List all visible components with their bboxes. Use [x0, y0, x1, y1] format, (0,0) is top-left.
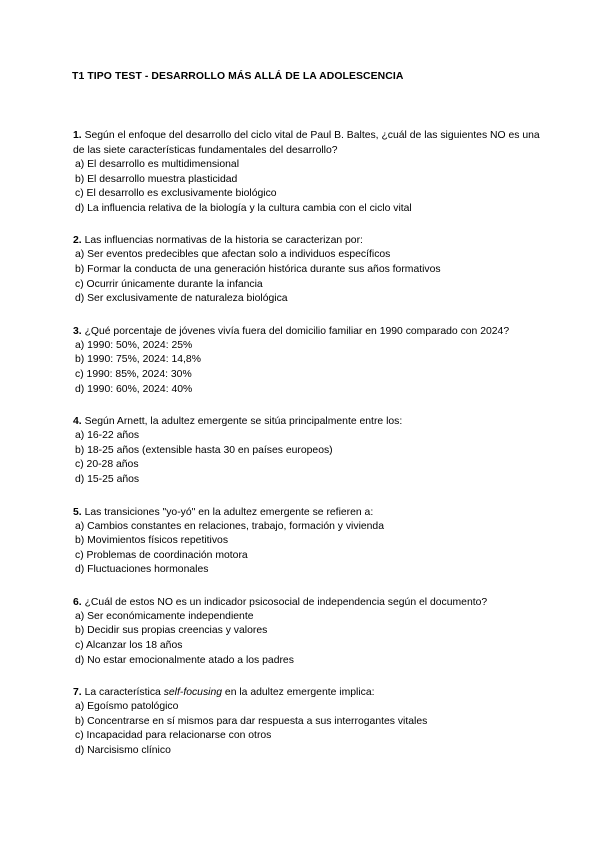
question-stem: Las influencias normativas de la historia se caracterizan por:	[84, 235, 363, 247]
question-text	[73, 595, 543, 610]
answer-option: b) Decidir sus propias creencias y valores	[75, 625, 268, 637]
question-7	[73, 685, 543, 758]
answer-option: d) 1990: 60%, 2024: 40%	[75, 383, 193, 395]
question-1	[73, 128, 543, 216]
answer-option: a) Ser eventos predecibles que afectan solo a individuos específicos	[75, 249, 391, 261]
question-number: 1.	[73, 130, 82, 141]
answer-option: d) Ser exclusivamente de naturaleza biológica	[75, 293, 288, 305]
question-text	[73, 685, 543, 700]
question-number: 5.	[73, 506, 82, 518]
answer-option: a) Cambios constantes en relaciones, trabajo, formación y vivienda	[75, 520, 384, 532]
question-text	[73, 233, 543, 248]
question-list	[73, 128, 543, 776]
question-stem: ¿Qué porcentaje de jóvenes vivía fuera del domicilio familiar en 1990 comparado con 2024?	[84, 325, 510, 337]
question-4	[73, 414, 543, 487]
answer-option: a) Ser económicamente independiente	[75, 610, 254, 622]
answer-option: c) Alcanzar los 18 años	[75, 640, 183, 652]
answer-option: b) 18-25 años (extensible hasta 30 en países europeos)	[75, 444, 333, 456]
question-stem-end: en la adultez emergente implica:	[224, 687, 375, 699]
answer-option: b) Formar la conducta de una generación histórica durante sus años formativos	[75, 263, 441, 275]
question-stem: Según el enfoque del desarrollo del ciclo vital de Paul B. Baltes, ¿cuál de las siguientes NO es una de las siete características fundamentales del desarrollo?	[73, 130, 540, 156]
answer-option: a) El desarrollo es multidimensional	[75, 159, 240, 170]
emphasized-term: self-focusing	[163, 687, 223, 699]
answer-option: d) La influencia relativa de la biología y la cultura cambia con el ciclo vital	[75, 202, 412, 214]
answer-option: b) Concentrarse en sí mismos para dar respuesta a sus interrogantes vitales	[75, 715, 428, 727]
answer-option: c) Ocurrir únicamente durante la infancia	[75, 278, 263, 290]
answer-option: c) 20-28 años	[75, 459, 139, 471]
answer-option: c) 1990: 85%, 2024: 30%	[75, 368, 192, 380]
question-number: 7.	[73, 687, 82, 699]
question-stem: Las transiciones "yo-yó" en la adultez emergente se refieren a:	[84, 506, 374, 518]
question-stem-start: La característica	[84, 687, 161, 699]
question-5	[73, 505, 543, 578]
answer-option: b) 1990: 75%, 2024: 14,8%	[75, 354, 201, 366]
question-3	[73, 324, 543, 397]
question-stem: ¿Cuál de estos NO es un indicador psicosocial de independencia según el documento?	[84, 596, 488, 608]
question-2	[73, 233, 543, 306]
answer-option: c) Problemas de coordinación motora	[75, 549, 248, 561]
answer-option: a) 1990: 50%, 2024: 25%	[75, 339, 193, 351]
question-text	[73, 324, 543, 339]
answer-option: d) No estar emocionalmente atado a los padres	[75, 654, 294, 666]
question-number: 6.	[73, 596, 82, 608]
question-text	[73, 128, 543, 158]
question-stem: Según Arnett, la adultez emergente se sitúa principalmente entre los:	[84, 416, 403, 428]
question-text	[73, 505, 543, 520]
question-number: 4.	[73, 416, 82, 428]
question-number: 2.	[73, 235, 82, 247]
answer-option: d) 15-25 años	[75, 473, 140, 485]
answer-option: a) 16-22 años	[75, 430, 140, 442]
question-number: 3.	[73, 325, 82, 337]
answer-option: b) Movimientos físicos repetitivos	[75, 535, 229, 547]
answer-option: b) El desarrollo muestra plasticidad	[75, 173, 238, 185]
answer-option: c) El desarrollo es exclusivamente biológico	[75, 188, 277, 200]
answer-option: a) Egoísmo patológico	[75, 701, 179, 713]
answer-option: d) Fluctuaciones hormonales	[75, 564, 209, 576]
answer-option: c) Incapacidad para relacionarse con otros	[75, 730, 272, 742]
question-6	[73, 595, 543, 668]
answer-option: d) Narcisismo clínico	[75, 745, 171, 757]
page-title: T1 TIPO TEST - DESARROLLO MÁS ALLÁ DE LA ADOLESCENCIA	[72, 71, 404, 82]
question-text	[73, 414, 543, 429]
